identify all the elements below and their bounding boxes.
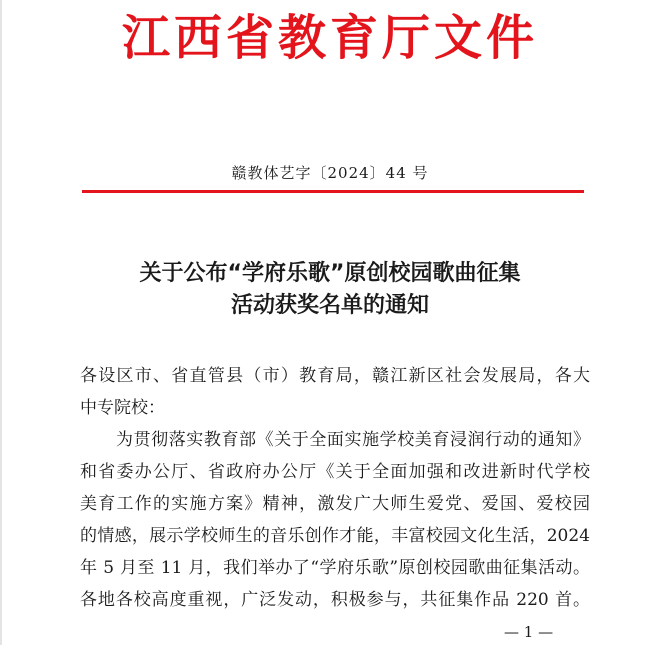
page-number: — 1 — bbox=[504, 623, 554, 641]
document-header-title: 江西省教育厅文件 bbox=[121, 10, 538, 66]
paragraph-line: 和省委办公厅、省政府办公厅《关于全面加强和改进新时代学校 bbox=[80, 462, 590, 482]
notice-title-line-1: 关于公布“学府乐歌”原创校园歌曲征集 bbox=[139, 261, 521, 286]
paragraph-line: 为贯彻落实教育部《关于全面实施学校美育浸润行动的通知》 bbox=[116, 430, 590, 450]
paragraph-line: 美育工作的实施方案》精神，激发广大师生爱党、爱国、爱校园 bbox=[80, 494, 590, 514]
page-edge bbox=[0, 0, 2, 645]
red-divider-line bbox=[82, 190, 584, 193]
addressee-line: 各设区市、省直管县（市）教育局，赣江新区社会发展局，各大 bbox=[80, 366, 590, 386]
document-number: 赣教体艺字〔2024〕44 号 bbox=[231, 164, 429, 182]
body-paragraph bbox=[80, 424, 590, 616]
addressee-line: 中专院校： bbox=[80, 398, 165, 418]
notice-title-line-2: 活动获奖名单的通知 bbox=[230, 293, 429, 318]
paragraph-line: 各地各校高度重视，广泛发动，积极参与，共征集作品 220 首。 bbox=[80, 590, 590, 610]
notice-title bbox=[0, 258, 660, 322]
paragraph-line: 年 5 月至 11 月，我们举办了“学府乐歌”原创校园歌曲征集活动。 bbox=[80, 558, 590, 578]
paragraph-line: 的情感，展示学校师生的音乐创作才能，丰富校园文化生活，2024 bbox=[80, 526, 590, 546]
addressee-block bbox=[80, 360, 590, 424]
